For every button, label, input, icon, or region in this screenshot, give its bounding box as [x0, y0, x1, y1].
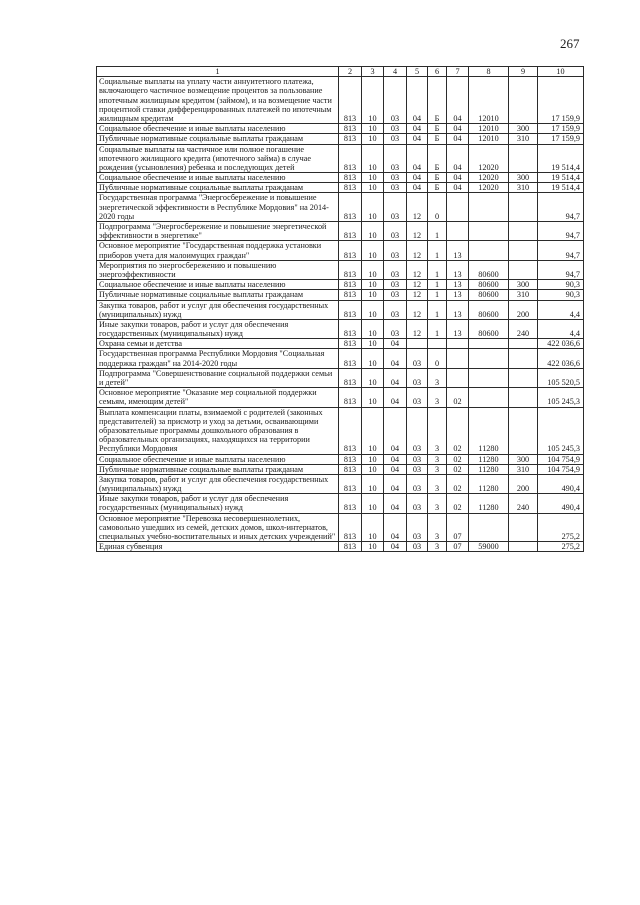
- cell-name: Государственная программа "Энергосбережение и повышение энергетической эффективности в Республике Мордовия" на 2014-2020 годы: [97, 193, 339, 222]
- cell-subsection: 04: [384, 339, 407, 349]
- cell-subsection: 04: [384, 349, 407, 368]
- cell-subsection: 03: [384, 173, 407, 183]
- cell-direction: 12020: [469, 144, 509, 173]
- cell-expense-type: [509, 241, 538, 260]
- cell-section: 10: [362, 290, 384, 300]
- cell-subsection: 03: [384, 290, 407, 300]
- table-row: [97, 388, 584, 407]
- cell-section: 10: [362, 77, 384, 124]
- cell-direction: [469, 349, 509, 368]
- cell-program: 03: [407, 494, 428, 513]
- cell-subsection: 03: [384, 319, 407, 338]
- cell-amount: 94,7: [538, 222, 584, 241]
- cell-section: 10: [362, 368, 384, 387]
- cell-program: 12: [407, 241, 428, 260]
- cell-subprogram: 3: [428, 454, 447, 464]
- cell-expense-type: [509, 260, 538, 279]
- cell-amount: 90,3: [538, 290, 584, 300]
- cell-subsection: 04: [384, 464, 407, 474]
- cell-program: 12: [407, 290, 428, 300]
- cell-subprogram: Б: [428, 173, 447, 183]
- cell-section: 10: [362, 542, 384, 552]
- header-cell-8: 8: [469, 67, 509, 77]
- cell-amount: 19 514,4: [538, 144, 584, 173]
- cell-admin: 813: [339, 183, 362, 193]
- cell-expense-type: 300: [509, 124, 538, 134]
- header-cell-2: 2: [339, 67, 362, 77]
- header-cell-1: 1: [97, 67, 339, 77]
- cell-name: Подпрограмма "Совершенствование социальной поддержки семьи и детей": [97, 368, 339, 387]
- cell-subsection: 03: [384, 183, 407, 193]
- table-row: [97, 542, 584, 552]
- cell-activity: [447, 222, 469, 241]
- cell-program: 12: [407, 280, 428, 290]
- cell-section: 10: [362, 260, 384, 279]
- cell-subsection: 03: [384, 222, 407, 241]
- cell-activity: 13: [447, 260, 469, 279]
- cell-admin: 813: [339, 144, 362, 173]
- cell-section: 10: [362, 134, 384, 144]
- cell-name: Закупка товаров, работ и услуг для обеспечения государственных (муниципальных) нужд: [97, 300, 339, 319]
- cell-section: 10: [362, 464, 384, 474]
- header-cell-3: 3: [362, 67, 384, 77]
- cell-admin: 813: [339, 407, 362, 454]
- cell-section: 10: [362, 241, 384, 260]
- cell-admin: 813: [339, 339, 362, 349]
- cell-expense-type: [509, 222, 538, 241]
- cell-amount: 105 245,3: [538, 407, 584, 454]
- cell-direction: [469, 368, 509, 387]
- cell-amount: 422 036,6: [538, 349, 584, 368]
- cell-section: 10: [362, 513, 384, 542]
- cell-activity: [447, 368, 469, 387]
- cell-activity: 04: [447, 173, 469, 183]
- cell-admin: 813: [339, 241, 362, 260]
- cell-expense-type: 240: [509, 319, 538, 338]
- cell-name: Социальные выплаты на уплату части аннуитетного платежа, включающего частичное возмещение процентов за пользование ипотечным жилищным кредитом (займом), и на возмещение части процентной ставки дифференцированных платежей по ипотечным жилищным кредитам: [97, 77, 339, 124]
- cell-program: 03: [407, 542, 428, 552]
- cell-activity: 07: [447, 513, 469, 542]
- cell-admin: 813: [339, 193, 362, 222]
- table-row: [97, 407, 584, 454]
- cell-admin: 813: [339, 368, 362, 387]
- cell-name: Публичные нормативные социальные выплаты гражданам: [97, 464, 339, 474]
- budget-table: [96, 66, 584, 552]
- cell-direction: 80600: [469, 319, 509, 338]
- cell-admin: 813: [339, 388, 362, 407]
- cell-subsection: 04: [384, 454, 407, 464]
- cell-admin: 813: [339, 474, 362, 493]
- cell-admin: 813: [339, 124, 362, 134]
- cell-subprogram: 3: [428, 388, 447, 407]
- cell-amount: 19 514,4: [538, 183, 584, 193]
- cell-section: 10: [362, 454, 384, 464]
- cell-expense-type: 200: [509, 474, 538, 493]
- cell-program: 03: [407, 474, 428, 493]
- cell-section: 10: [362, 193, 384, 222]
- cell-section: 10: [362, 222, 384, 241]
- header-cell-4: 4: [384, 67, 407, 77]
- cell-subsection: 03: [384, 260, 407, 279]
- table-row: [97, 513, 584, 542]
- cell-direction: 11280: [469, 464, 509, 474]
- cell-amount: 275,2: [538, 513, 584, 542]
- cell-name: Единая субвенция: [97, 542, 339, 552]
- cell-program: 04: [407, 144, 428, 173]
- cell-section: 10: [362, 144, 384, 173]
- table-row: [97, 474, 584, 493]
- cell-admin: 813: [339, 134, 362, 144]
- cell-direction: 11280: [469, 454, 509, 464]
- table-row: [97, 260, 584, 279]
- cell-subprogram: 3: [428, 474, 447, 493]
- cell-expense-type: [509, 339, 538, 349]
- cell-admin: 813: [339, 77, 362, 124]
- cell-admin: 813: [339, 513, 362, 542]
- cell-activity: 13: [447, 241, 469, 260]
- header-cell-5: 5: [407, 67, 428, 77]
- cell-expense-type: [509, 349, 538, 368]
- cell-admin: 813: [339, 290, 362, 300]
- cell-amount: 17 159,9: [538, 124, 584, 134]
- cell-name: Социальное обеспечение и иные выплаты населению: [97, 280, 339, 290]
- cell-activity: 02: [447, 407, 469, 454]
- cell-name: Государственная программа Республики Мордовия "Социальная поддержка граждан" на 2014-2020 годы: [97, 349, 339, 368]
- cell-amount: 4,4: [538, 319, 584, 338]
- cell-expense-type: 310: [509, 290, 538, 300]
- cell-direction: [469, 222, 509, 241]
- cell-direction: 11280: [469, 474, 509, 493]
- cell-activity: 04: [447, 134, 469, 144]
- cell-program: 03: [407, 349, 428, 368]
- cell-subsection: 03: [384, 134, 407, 144]
- table-row: [97, 368, 584, 387]
- table-row: [97, 241, 584, 260]
- cell-subsection: 04: [384, 513, 407, 542]
- cell-program: 03: [407, 388, 428, 407]
- cell-activity: 13: [447, 280, 469, 290]
- cell-activity: 02: [447, 464, 469, 474]
- cell-program: 03: [407, 407, 428, 454]
- cell-program: 04: [407, 124, 428, 134]
- cell-program: 03: [407, 464, 428, 474]
- table-row: [97, 300, 584, 319]
- cell-program: 04: [407, 183, 428, 193]
- cell-name: Закупка товаров, работ и услуг для обеспечения государственных (муниципальных) нужд: [97, 474, 339, 493]
- cell-activity: 13: [447, 290, 469, 300]
- cell-subprogram: 1: [428, 260, 447, 279]
- cell-expense-type: [509, 388, 538, 407]
- cell-subsection: 03: [384, 124, 407, 134]
- table-row: [97, 183, 584, 193]
- table-row: [97, 454, 584, 464]
- cell-expense-type: 200: [509, 300, 538, 319]
- cell-name: Основное мероприятие "Перевозка несовершеннолетних, самовольно ушедших из семей, детских домов, школ-интернатов, специальных учебно-воспитательных и иных детских учреждений": [97, 513, 339, 542]
- cell-direction: 12020: [469, 173, 509, 183]
- table-row: [97, 134, 584, 144]
- cell-activity: [447, 339, 469, 349]
- table-row: [97, 124, 584, 134]
- cell-subprogram: 3: [428, 513, 447, 542]
- cell-program: 04: [407, 173, 428, 183]
- cell-subprogram: 3: [428, 368, 447, 387]
- cell-subprogram: 1: [428, 241, 447, 260]
- table-row: [97, 319, 584, 338]
- cell-direction: [469, 339, 509, 349]
- cell-direction: 80600: [469, 290, 509, 300]
- cell-name: Социальное обеспечение и иные выплаты населению: [97, 454, 339, 464]
- cell-name: Публичные нормативные социальные выплаты гражданам: [97, 134, 339, 144]
- table-row: [97, 280, 584, 290]
- cell-activity: 04: [447, 124, 469, 134]
- cell-admin: 813: [339, 319, 362, 338]
- cell-name: Публичные нормативные социальные выплаты гражданам: [97, 183, 339, 193]
- cell-direction: 12010: [469, 77, 509, 124]
- header-cell-7: 7: [447, 67, 469, 77]
- cell-amount: 105 245,3: [538, 388, 584, 407]
- cell-activity: 02: [447, 494, 469, 513]
- cell-direction: 59000: [469, 542, 509, 552]
- cell-program: 12: [407, 319, 428, 338]
- cell-direction: [469, 193, 509, 222]
- cell-activity: 04: [447, 144, 469, 173]
- table-row: [97, 173, 584, 183]
- cell-section: 10: [362, 124, 384, 134]
- cell-activity: 13: [447, 319, 469, 338]
- cell-program: 03: [407, 368, 428, 387]
- header-cell-9: 9: [509, 67, 538, 77]
- table-row: [97, 339, 584, 349]
- cell-name: Социальное обеспечение и иные выплаты населению: [97, 124, 339, 134]
- cell-amount: 17 159,9: [538, 77, 584, 124]
- cell-activity: [447, 349, 469, 368]
- cell-direction: 80600: [469, 280, 509, 290]
- cell-subsection: 03: [384, 241, 407, 260]
- cell-subprogram: Б: [428, 183, 447, 193]
- cell-admin: 813: [339, 260, 362, 279]
- cell-direction: 12020: [469, 183, 509, 193]
- cell-subprogram: 1: [428, 300, 447, 319]
- cell-expense-type: [509, 542, 538, 552]
- cell-expense-type: 300: [509, 454, 538, 464]
- cell-activity: 13: [447, 300, 469, 319]
- cell-program: 03: [407, 513, 428, 542]
- cell-direction: 80600: [469, 300, 509, 319]
- header-cell-10: 10: [538, 67, 584, 77]
- table-row: [97, 144, 584, 173]
- cell-activity: [447, 193, 469, 222]
- cell-expense-type: 310: [509, 134, 538, 144]
- cell-section: 10: [362, 474, 384, 493]
- cell-amount: 104 754,9: [538, 464, 584, 474]
- cell-admin: 813: [339, 280, 362, 290]
- cell-subprogram: 1: [428, 319, 447, 338]
- cell-section: 10: [362, 319, 384, 338]
- cell-section: 10: [362, 339, 384, 349]
- cell-activity: 04: [447, 77, 469, 124]
- cell-name: Подпрограмма "Энергосбережение и повышение энергетической эффективности в энергетике": [97, 222, 339, 241]
- cell-section: 10: [362, 280, 384, 290]
- cell-direction: [469, 513, 509, 542]
- cell-expense-type: 310: [509, 183, 538, 193]
- cell-amount: 105 520,5: [538, 368, 584, 387]
- cell-subsection: 03: [384, 193, 407, 222]
- cell-amount: 19 514,4: [538, 173, 584, 183]
- cell-amount: 90,3: [538, 280, 584, 290]
- cell-subprogram: [428, 339, 447, 349]
- cell-subsection: 04: [384, 542, 407, 552]
- page-number: 267: [560, 36, 580, 51]
- cell-subsection: 03: [384, 300, 407, 319]
- cell-expense-type: [509, 513, 538, 542]
- cell-name: Основное мероприятие "Оказание мер социальной поддержки семьям, имеющим детей": [97, 388, 339, 407]
- cell-subsection: 04: [384, 494, 407, 513]
- cell-subprogram: 3: [428, 494, 447, 513]
- cell-section: 10: [362, 173, 384, 183]
- cell-subsection: 04: [384, 407, 407, 454]
- cell-subsection: 04: [384, 388, 407, 407]
- cell-section: 10: [362, 388, 384, 407]
- cell-admin: 813: [339, 349, 362, 368]
- cell-name: Иные закупки товаров, работ и услуг для обеспечения государственных (муниципальных) нужд: [97, 494, 339, 513]
- cell-expense-type: 300: [509, 280, 538, 290]
- cell-subprogram: 1: [428, 280, 447, 290]
- cell-amount: 4,4: [538, 300, 584, 319]
- cell-section: 10: [362, 494, 384, 513]
- cell-activity: 04: [447, 183, 469, 193]
- cell-subprogram: Б: [428, 124, 447, 134]
- cell-subsection: 03: [384, 77, 407, 124]
- cell-expense-type: [509, 144, 538, 173]
- cell-program: [407, 339, 428, 349]
- cell-expense-type: [509, 407, 538, 454]
- table-header-row: [97, 67, 584, 77]
- cell-admin: 813: [339, 222, 362, 241]
- table-row: [97, 77, 584, 124]
- cell-name: Основное мероприятие "Государственная поддержка установки приборов учета для малоимущих граждан": [97, 241, 339, 260]
- header-cell-6: 6: [428, 67, 447, 77]
- cell-subsection: 04: [384, 474, 407, 493]
- cell-program: 04: [407, 134, 428, 144]
- table-row: [97, 193, 584, 222]
- cell-program: 12: [407, 193, 428, 222]
- cell-subprogram: Б: [428, 144, 447, 173]
- cell-program: 12: [407, 260, 428, 279]
- cell-activity: 02: [447, 474, 469, 493]
- cell-name: Социальное обеспечение и иные выплаты населению: [97, 173, 339, 183]
- cell-expense-type: [509, 77, 538, 124]
- table-row: [97, 222, 584, 241]
- cell-program: 12: [407, 300, 428, 319]
- cell-subprogram: 0: [428, 193, 447, 222]
- cell-amount: 94,7: [538, 260, 584, 279]
- cell-activity: 02: [447, 388, 469, 407]
- cell-admin: 813: [339, 454, 362, 464]
- cell-expense-type: [509, 368, 538, 387]
- cell-amount: 490,4: [538, 474, 584, 493]
- table-row: [97, 290, 584, 300]
- cell-subprogram: 1: [428, 222, 447, 241]
- cell-subprogram: 3: [428, 542, 447, 552]
- cell-program: 04: [407, 77, 428, 124]
- cell-section: 10: [362, 300, 384, 319]
- cell-expense-type: 310: [509, 464, 538, 474]
- cell-amount: 275,2: [538, 542, 584, 552]
- cell-name: Публичные нормативные социальные выплаты гражданам: [97, 290, 339, 300]
- cell-subprogram: 3: [428, 464, 447, 474]
- cell-direction: [469, 241, 509, 260]
- cell-expense-type: 300: [509, 173, 538, 183]
- cell-amount: 422 036,6: [538, 339, 584, 349]
- cell-name: Социальные выплаты на частичное или полное погашение ипотечного жилищного кредита (ипотечного займа) в случае рождения (усыновления) ребенка и последующих детей: [97, 144, 339, 173]
- cell-admin: 813: [339, 494, 362, 513]
- cell-name: Охрана семьи и детства: [97, 339, 339, 349]
- cell-activity: 02: [447, 454, 469, 464]
- cell-section: 10: [362, 183, 384, 193]
- table-row: [97, 494, 584, 513]
- cell-amount: 104 754,9: [538, 454, 584, 464]
- cell-name: Выплата компенсации платы, взимаемой с родителей (законных представителей) за присмотр и уход за детьми, осваивающими образовательные программы дошкольного образования в образовательных организациях, находящихся на территории Республики Мордовия: [97, 407, 339, 454]
- cell-subprogram: 0: [428, 349, 447, 368]
- cell-subsection: 03: [384, 144, 407, 173]
- cell-admin: 813: [339, 300, 362, 319]
- cell-section: 10: [362, 349, 384, 368]
- cell-subprogram: 1: [428, 290, 447, 300]
- cell-direction: 11280: [469, 407, 509, 454]
- cell-subsection: 03: [384, 280, 407, 290]
- cell-expense-type: [509, 193, 538, 222]
- cell-subprogram: Б: [428, 77, 447, 124]
- cell-admin: 813: [339, 542, 362, 552]
- cell-admin: 813: [339, 464, 362, 474]
- cell-direction: 11280: [469, 494, 509, 513]
- cell-direction: [469, 388, 509, 407]
- cell-amount: 94,7: [538, 193, 584, 222]
- cell-subprogram: Б: [428, 134, 447, 144]
- cell-program: 12: [407, 222, 428, 241]
- cell-expense-type: 240: [509, 494, 538, 513]
- cell-activity: 07: [447, 542, 469, 552]
- cell-direction: 12010: [469, 134, 509, 144]
- cell-direction: 80600: [469, 260, 509, 279]
- cell-subsection: 04: [384, 368, 407, 387]
- cell-section: 10: [362, 407, 384, 454]
- table-row: [97, 464, 584, 474]
- cell-amount: 94,7: [538, 241, 584, 260]
- cell-amount: 490,4: [538, 494, 584, 513]
- cell-name: Мероприятия по энергосбережению и повышению энергоэффективности: [97, 260, 339, 279]
- cell-program: 03: [407, 454, 428, 464]
- cell-direction: 12010: [469, 124, 509, 134]
- table-row: [97, 349, 584, 368]
- cell-admin: 813: [339, 173, 362, 183]
- cell-amount: 17 159,9: [538, 134, 584, 144]
- cell-subprogram: 3: [428, 407, 447, 454]
- cell-name: Иные закупки товаров, работ и услуг для обеспечения государственных (муниципальных) нужд: [97, 319, 339, 338]
